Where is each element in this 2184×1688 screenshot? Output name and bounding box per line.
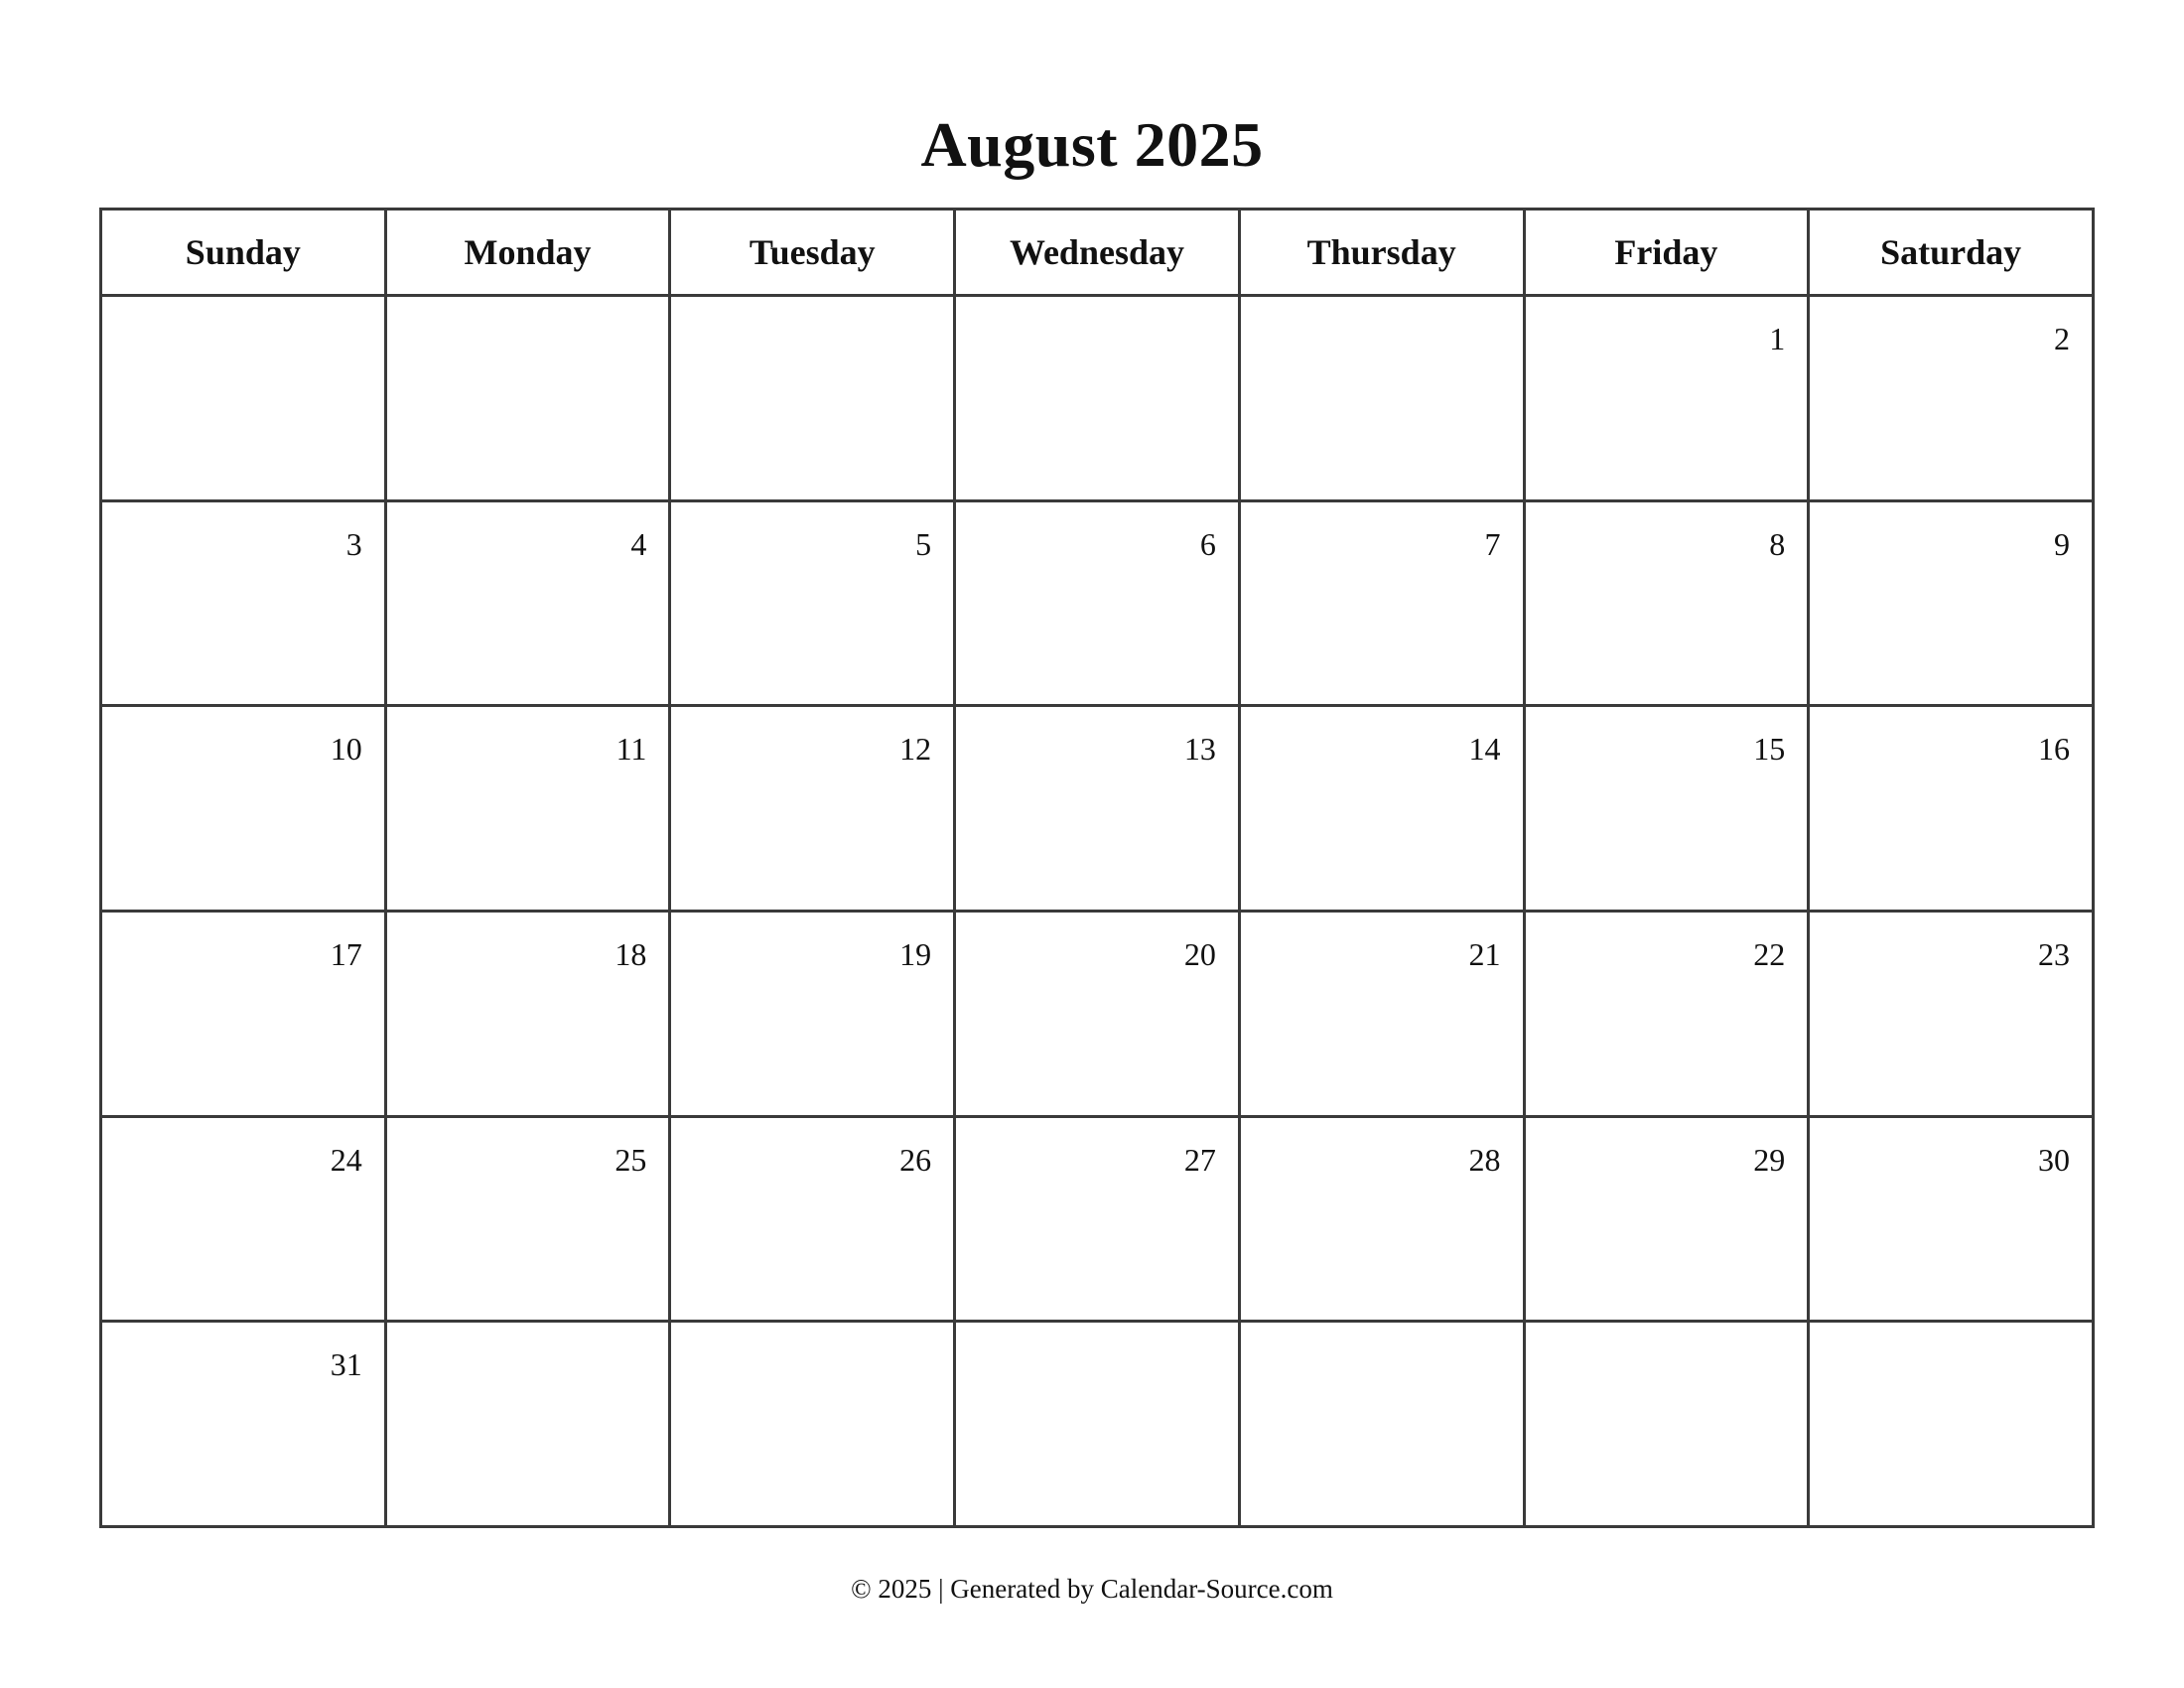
day-cell [955,706,1240,912]
day-number: 22 [1753,935,1786,972]
day-number: 1 [1769,321,1786,356]
week-row [101,296,2094,501]
day-number: 27 [1183,1141,1216,1178]
day-cell [1239,1116,1524,1322]
weekday-header-row [101,210,2094,296]
day-cell [101,911,386,1116]
footer-credit: © 2025 | Generated by Calendar-Source.com [851,1574,1333,1604]
day-cell [101,296,386,501]
day-cell [1524,500,1809,706]
day-number: 4 [630,525,647,562]
week-row [101,706,2094,912]
day-cell [1239,500,1524,706]
day-cell [670,1322,955,1527]
day-number: 11 [615,731,647,768]
day-cell [955,1322,1240,1527]
day-number: 29 [1753,1141,1786,1178]
day-number [1526,1323,1808,1344]
day-number: 5 [915,525,932,562]
day-cell [955,296,1240,501]
weekday-header: Sunday [101,210,386,296]
day-number [102,297,384,319]
day-cell [385,1322,670,1527]
day-cell [670,706,955,912]
day-number: 20 [1183,935,1216,972]
weekday-header: Tuesday [670,210,955,296]
day-number [387,297,669,319]
day-cell [385,911,670,1116]
day-cell [101,706,386,912]
day-number: 18 [614,935,647,972]
day-number [387,1323,669,1344]
day-number [1810,1323,2092,1344]
day-cell [670,296,955,501]
weekday-header: Saturday [1809,210,2094,296]
day-number [956,1323,1238,1344]
day-cell [1809,296,2094,501]
day-cell [955,500,1240,706]
week-row [101,911,2094,1116]
day-number: 12 [899,731,932,768]
day-cell [670,911,955,1116]
day-cell [1239,1322,1524,1527]
day-cell [1809,706,2094,912]
day-number: 19 [899,935,932,972]
day-number: 16 [2038,731,2070,768]
day-cell [1809,1322,2094,1527]
day-number [956,297,1238,319]
day-number: 30 [2038,1141,2070,1178]
day-cell [1239,706,1524,912]
day-cell [1524,1116,1809,1322]
day-cell [101,1116,386,1322]
calendar-title: August 2025 [920,109,1264,180]
day-cell [670,500,955,706]
day-number: 2 [2054,321,2070,356]
day-cell [1809,500,2094,706]
day-cell [1524,911,1809,1116]
day-number: 7 [1484,525,1501,562]
day-cell [1239,911,1524,1116]
weekday-header: Monday [385,210,670,296]
day-number: 9 [2054,525,2070,562]
day-number [1241,297,1523,319]
day-cell [1809,1116,2094,1322]
day-cell [101,500,386,706]
day-cell [670,1116,955,1322]
week-row [101,1322,2094,1527]
week-row [101,500,2094,706]
day-number [671,297,953,319]
day-number: 3 [345,525,362,562]
day-number: 28 [1468,1141,1501,1178]
day-cell [101,1322,386,1527]
day-number [1241,1323,1523,1344]
weekday-header: Thursday [1239,210,1524,296]
calendar-grid [99,208,2095,1528]
day-cell [955,1116,1240,1322]
day-number [671,1323,953,1344]
day-cell [385,500,670,706]
day-number: 25 [614,1141,647,1178]
day-cell [1524,296,1809,501]
day-cell [955,911,1240,1116]
day-number: 15 [1753,731,1786,768]
day-cell [1239,296,1524,501]
day-number: 13 [1183,731,1216,768]
day-cell [1809,911,2094,1116]
day-number: 21 [1468,935,1501,972]
day-number: 17 [330,935,362,972]
weekday-header: Friday [1524,210,1809,296]
day-cell [385,706,670,912]
day-number: 6 [1199,525,1216,562]
day-cell [385,296,670,501]
day-number: 23 [2038,935,2070,972]
day-number: 26 [899,1141,932,1178]
day-number: 24 [330,1141,362,1178]
day-number: 8 [1769,525,1786,562]
day-number: 10 [330,731,362,768]
weekday-header: Wednesday [955,210,1240,296]
day-cell [1524,706,1809,912]
day-cell [385,1116,670,1322]
day-cell [1524,1322,1809,1527]
day-number: 14 [1468,731,1501,768]
day-number: 31 [330,1346,362,1383]
week-row [101,1116,2094,1322]
